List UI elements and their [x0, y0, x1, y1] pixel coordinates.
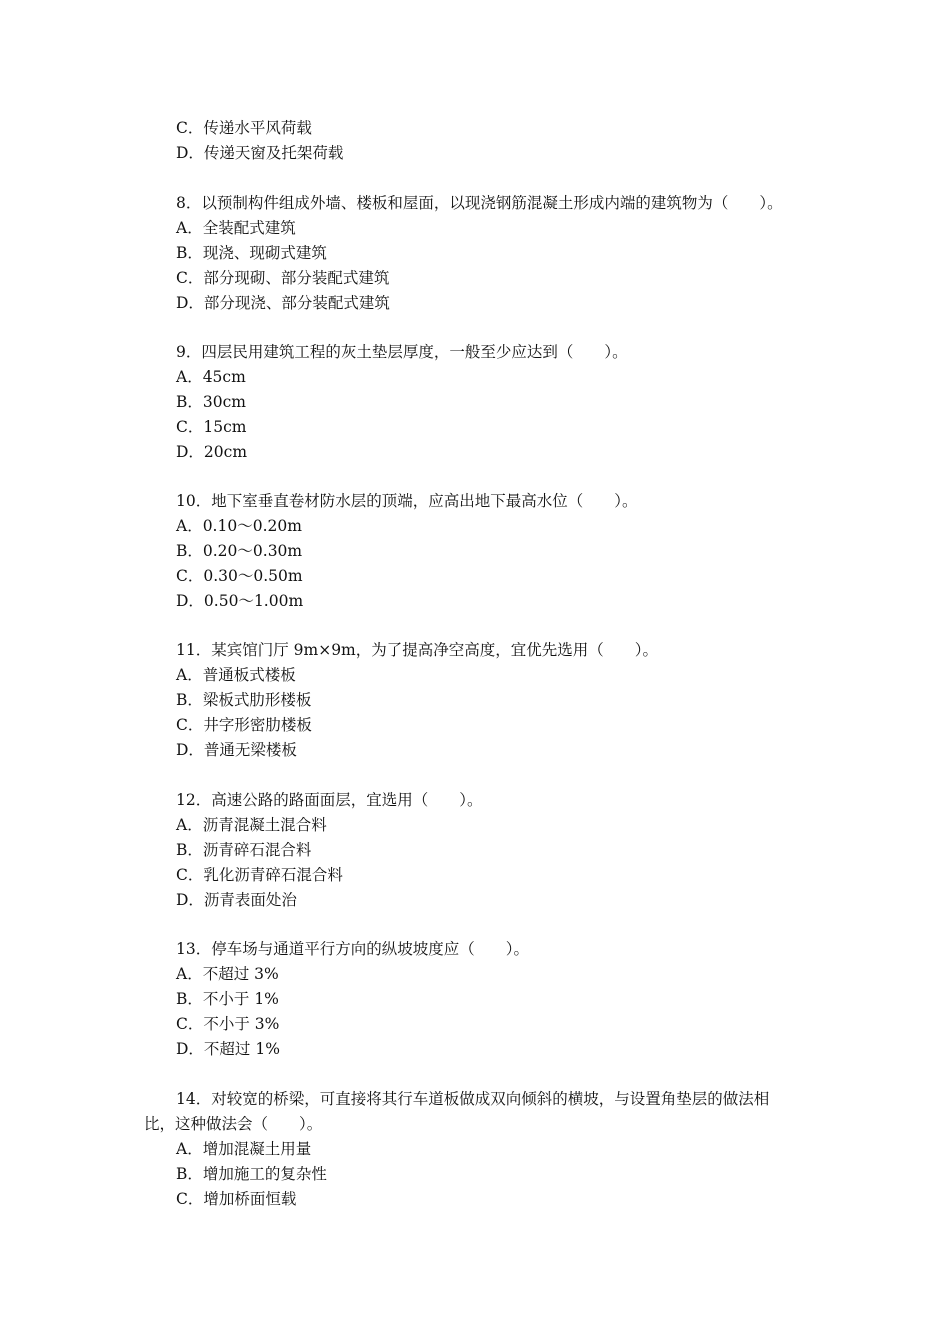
option-a-14: A．增加混凝土用量 [176, 1140, 312, 1158]
option-c-7: C．传递水平风荷载 [176, 119, 312, 137]
option-c-14: C．增加桥面恒载 [176, 1190, 297, 1208]
option-b-12: B．沥青碎石混合料 [176, 841, 312, 859]
option-d-8: D．部分现浇、部分装配式建筑 [176, 294, 390, 312]
option-b-11: B．梁板式肋形楼板 [176, 691, 312, 709]
option-a-9: A．45cm [176, 368, 246, 386]
question-9: 9．四层民用建筑工程的灰土垫层厚度，一般至少应达到（ ）。 [176, 343, 628, 361]
option-c-10: C．0.30～0.50m [176, 567, 303, 585]
option-d-9: D．20cm [176, 443, 248, 461]
question-13: 13．停车场与通道平行方向的纵坡坡度应（ ）。 [176, 940, 529, 958]
question-12: 12．高速公路的路面面层，宜选用（ ）。 [176, 791, 483, 809]
option-b-9: B．30cm [176, 393, 246, 411]
option-b-10: B．0.20～0.30m [176, 542, 303, 560]
option-a-8: A．全装配式建筑 [176, 219, 296, 237]
question-14-continued: 比，这种做法会（ ）。 [144, 1115, 323, 1133]
option-c-9: C．15cm [176, 418, 247, 436]
option-d-13: D．不超过 1% [176, 1040, 280, 1058]
question-8: 8．以预制构件组成外墙、楼板和屋面，以现浇钢筋混凝土形成内端的建筑物为（ ）。 [176, 194, 783, 212]
option-c-11: C．井字形密肋楼板 [176, 716, 312, 734]
option-d-7: D．传递天窗及托架荷载 [176, 144, 344, 162]
option-b-14: B．增加施工的复杂性 [176, 1165, 327, 1183]
option-a-13: A．不超过 3% [176, 965, 279, 983]
option-a-12: A．沥青混凝土混合料 [176, 816, 327, 834]
option-c-12: C．乳化沥青碎石混合料 [176, 866, 343, 884]
question-14: 14．对较宽的桥梁，可直接将其行车道板做成双向倾斜的横坡，与设置角垫层的做法相 [176, 1090, 770, 1108]
option-a-10: A．0.10～0.20m [176, 517, 302, 535]
option-d-12: D．沥青表面处治 [176, 891, 297, 909]
question-10: 10．地下室垂直卷材防水层的顶端，应高出地下最高水位（ ）。 [176, 492, 638, 510]
option-d-11: D．普通无梁楼板 [176, 741, 297, 759]
option-b-13: B．不小于 1% [176, 990, 279, 1008]
option-a-11: A．普通板式楼板 [176, 666, 296, 684]
option-d-10: D．0.50～1.00m [176, 592, 304, 610]
option-c-8: C．部分现砌、部分装配式建筑 [176, 269, 390, 287]
option-c-13: C．不小于 3% [176, 1015, 280, 1033]
question-11: 11．某宾馆门厅 9m×9m，为了提高净空高度，宜优先选用（ ）。 [176, 641, 659, 659]
option-b-8: B．现浇、现砌式建筑 [176, 244, 327, 262]
